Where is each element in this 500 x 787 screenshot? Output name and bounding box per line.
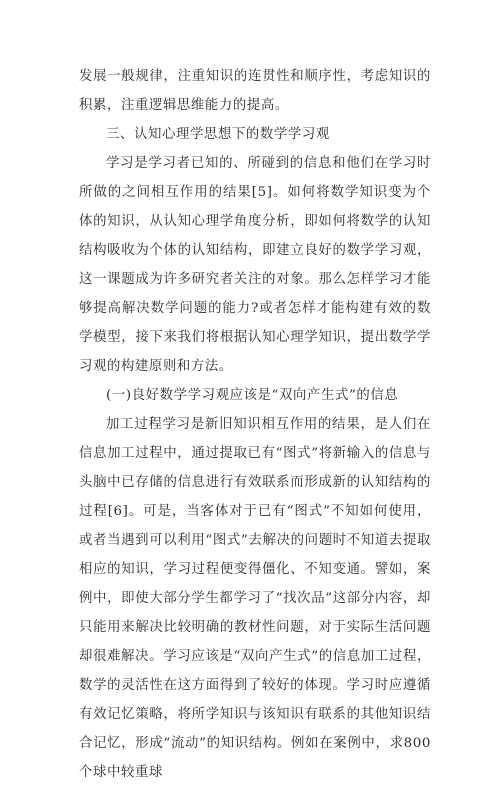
paragraph-learning-definition: 学习是学习者已知的、所碰到的信息和他们在学习时所做的之间相互作用的结果[5]。如何将数学知识变为个体的知识，从认知心理学角度分析，即如何将数学的认知结构吸收为个体的认知结构，即建立良好的数学学习观，这一课题成为许多研究者关注的对象。那么怎样学习才能够提高解决数学问题的能力?或者怎样才能构建有效的数学模型，接下来我们将根据认知心理学知识，提出数学学习观的构建原则和方法。 [79, 156, 431, 374]
section-heading-three: 三、认知心理学思想下的数学学习观 [106, 127, 330, 142]
paragraph-information-processing: 加工过程学习是新旧知识相互作用的结果，是人们在信息加工过程中，通过提取已有“图式”将新输入的信息与头脑中已存储的信息进行有效联系而形成新的认知结构的过程[6]。可是，当客体对于已有“图式”不知如何使用，或者当遇到可以利用“图式”去解决的问题时不知道去提取相应的知识，学习过程便变得僵化、不知变通。譬如，案例中，即使大部分学生都学习了“找次品”这部分内容，却只能用来解决比较明确的教材性问题，对于实际生活问题却很难解决。学习应该是“双向产生式”的信息加工过程，数学的灵活性在这方面得到了较好的体现。学习时应遵循有效记忆策略，将所学知识与该知识有联系的其他知识结合记忆，形成“流动”的知识结构。例如在案例中，求800个球中较重球 [79, 417, 431, 780]
paragraph-continuation: 发展一般规律，注重知识的连贯性和顺序性，考虑知识的积累，注重逻辑思维能力的提高。 [79, 69, 431, 113]
subsection-heading-one: (一)良好数学学习观应该是“双向产生式”的信息 [106, 388, 399, 403]
document-body [79, 62, 431, 787]
